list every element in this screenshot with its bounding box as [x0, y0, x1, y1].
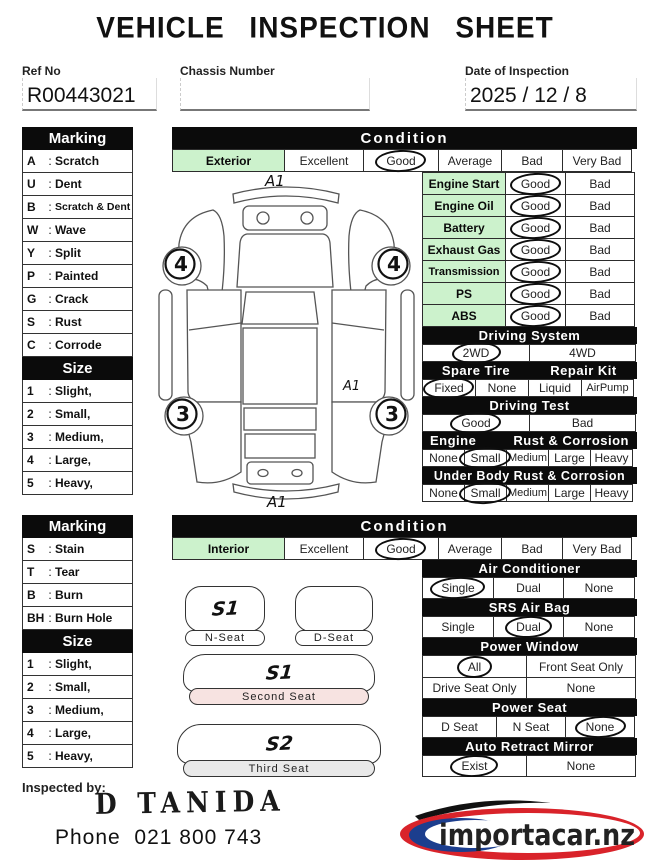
air-conditioner-row: Single Dual None	[422, 577, 637, 599]
underbody-rust-row: None Small Medium Large Heavy	[422, 484, 637, 502]
circle-mark: Good	[386, 153, 416, 168]
legend-row: Y : Split	[22, 242, 133, 265]
condition-option: Average	[438, 537, 502, 560]
system-row: Engine Oil Good Bad	[422, 194, 637, 217]
srs-air-bag-header: SRS Air Bag	[422, 599, 637, 616]
circle-mark: Good	[461, 416, 491, 430]
legend-row: 2 : Small,	[22, 676, 133, 699]
circle-mark: Single	[441, 581, 475, 595]
exterior-condition-header: Condition	[172, 127, 637, 149]
condition-option: Bad	[501, 537, 563, 560]
condition-option-selected	[363, 149, 439, 172]
legend-row: T : Tear	[22, 561, 133, 584]
interior-size-title: Size	[22, 630, 133, 653]
power-seat-row: D Seat N Seat None	[422, 716, 637, 738]
circle-mark: Fixed	[434, 381, 464, 395]
front-left-wheel-mark: 4	[174, 252, 188, 276]
inspector-signature: D TANIDA	[94, 784, 286, 821]
circle-mark: Dual	[516, 620, 541, 634]
condition-option: Very Bad	[562, 537, 632, 560]
system-row: Engine Start Good Bad	[422, 172, 637, 195]
system-row: Battery Good Bad	[422, 216, 637, 239]
exterior-legend	[22, 127, 133, 495]
interior-condition-header: Condition	[172, 515, 637, 537]
car-damage-diagram	[153, 172, 420, 508]
legend-row: 1 : Slight,	[22, 380, 133, 403]
inspection-date-label: Date of Inspection	[465, 64, 570, 78]
legend-row: 5 : Heavy,	[22, 745, 133, 768]
legend-row: B : Burn	[22, 584, 133, 607]
n-seat-mark: S1	[210, 597, 240, 621]
circle-mark: Good	[520, 264, 551, 279]
legend-row: G : Crack	[22, 288, 133, 311]
circle-mark: Good	[520, 176, 551, 191]
second-seat-mark: S1	[264, 661, 294, 685]
inspection-date-field	[465, 64, 637, 111]
legend-row: W : Wave	[22, 219, 133, 242]
rear-right-wheel-mark: 3	[385, 402, 399, 426]
driving-test-header: Driving Test	[422, 397, 637, 414]
ref-no-label: Ref No	[22, 64, 61, 78]
inspected-by-label: Inspected by:	[22, 780, 106, 795]
interior-options	[422, 560, 637, 777]
srs-air-bag-row: Single Dual None	[422, 616, 637, 638]
exterior-marking-title: Marking	[22, 127, 133, 150]
system-row: Exhaust Gas Good Bad	[422, 238, 637, 261]
legend-row: 2 : Small,	[22, 403, 133, 426]
n-seat-label: N-Seat	[185, 630, 265, 646]
condition-option-selected	[363, 537, 439, 560]
page-title: VEHICLE INSPECTION SHEET	[96, 11, 554, 44]
second-seat-label: Second Seat	[189, 688, 369, 705]
chassis-label: Chassis Number	[180, 64, 275, 78]
legend-row: B : Scratch & Dent	[22, 196, 133, 219]
condition-option: Excellent	[284, 537, 364, 560]
system-row: PS Good Bad	[422, 282, 637, 305]
condition-option: Excellent	[284, 149, 364, 172]
d-seat-label: D-Seat	[295, 630, 373, 646]
circle-mark: Good	[386, 541, 416, 556]
circle-mark: Small	[470, 486, 501, 500]
circle-mark: Good	[520, 308, 551, 323]
circle-mark: Good	[520, 220, 551, 235]
condition-option: Bad	[501, 149, 563, 172]
legend-row: P : Painted	[22, 265, 133, 288]
interior-condition-row	[172, 537, 632, 560]
system-row: Transmission Good Bad	[422, 260, 637, 283]
legend-row: 5 : Heavy,	[22, 472, 133, 495]
legend-row: BH : Burn Hole	[22, 607, 133, 630]
power-seat-header: Power Seat	[422, 699, 637, 716]
d-seat-back	[295, 586, 373, 632]
chassis-field	[180, 64, 370, 111]
inspection-date-value: 2025 / 12 / 8	[465, 78, 637, 111]
circle-mark: All	[467, 659, 482, 674]
legend-row: 3 : Medium,	[22, 426, 133, 449]
engine-rust-header: Engine Rust & Corrosion	[422, 432, 637, 449]
interior-label: Interior	[172, 537, 285, 560]
legend-row: 4 : Large,	[22, 449, 133, 472]
legend-row: 1 : Slight,	[22, 653, 133, 676]
air-conditioner-header: Air Conditioner	[422, 560, 637, 577]
circle-mark: Good	[520, 242, 551, 257]
chassis-value	[180, 78, 370, 111]
third-seat-mark: S2	[264, 732, 294, 756]
driving-test-row: Good Bad	[422, 414, 637, 432]
power-window-row1: All Front Seat Only	[422, 655, 637, 678]
side-damage-label: A1	[343, 379, 361, 394]
legend-row: A : Scratch	[22, 150, 133, 173]
driving-system-header: Driving System	[422, 327, 637, 344]
systems-table	[422, 172, 637, 502]
logo-text: importacar.nz	[439, 818, 635, 852]
engine-rust-row: None Small Medium Large Heavy	[422, 449, 637, 467]
power-window-header: Power Window	[422, 638, 637, 655]
circle-mark: Small	[470, 451, 501, 465]
exterior-label: Exterior	[172, 149, 285, 172]
rear-damage-label: A1	[267, 493, 287, 508]
n-seat-back	[185, 586, 265, 632]
auto-retract-mirror-header: Auto Retract Mirror	[422, 738, 637, 755]
legend-row: C : Corrode	[22, 334, 133, 357]
front-right-wheel-mark: 4	[387, 252, 401, 276]
ref-no-field	[22, 64, 157, 111]
legend-row: 4 : Large,	[22, 722, 133, 745]
third-seat-back	[177, 724, 381, 764]
legend-row: U : Dent	[22, 173, 133, 196]
spare-tire-row: Fixed None Liquid AirPump	[422, 379, 637, 397]
legend-row: S : Stain	[22, 538, 133, 561]
third-seat-label: Third Seat	[183, 760, 375, 777]
seat-diagram	[163, 578, 415, 783]
importacar-logo	[397, 792, 647, 862]
driving-system-row: 2WD 4WD	[422, 344, 637, 362]
legend-row: 3 : Medium,	[22, 699, 133, 722]
spare-tire-repair-kit-header: Spare Tire Repair Kit	[422, 362, 637, 379]
interior-marking-title: Marking	[22, 515, 133, 538]
phone-number: Phone 021 800 743	[55, 826, 263, 849]
system-row: ABS Good Bad	[422, 304, 637, 327]
underbody-rust-header: Under Body Rust & Corrosion	[422, 467, 637, 484]
exterior-size-title: Size	[22, 357, 133, 380]
condition-option: Average	[438, 149, 502, 172]
second-seat-back	[183, 654, 375, 692]
interior-legend	[22, 515, 133, 768]
power-window-row2: Drive Seat Only None	[422, 677, 637, 699]
auto-retract-mirror-row: Exist None	[422, 755, 637, 777]
ref-no-value: R00443021	[22, 78, 157, 111]
circle-mark: 2WD	[462, 346, 490, 360]
circle-mark: Good	[520, 286, 551, 301]
legend-row: S : Rust	[22, 311, 133, 334]
condition-option: Very Bad	[562, 149, 632, 172]
circle-mark: None	[585, 720, 615, 734]
front-damage-label: A1	[265, 172, 285, 190]
circle-mark: Exist	[461, 759, 488, 773]
circle-mark: Good	[520, 198, 551, 213]
exterior-condition-row	[172, 149, 632, 172]
rear-left-wheel-mark: 3	[176, 402, 190, 426]
